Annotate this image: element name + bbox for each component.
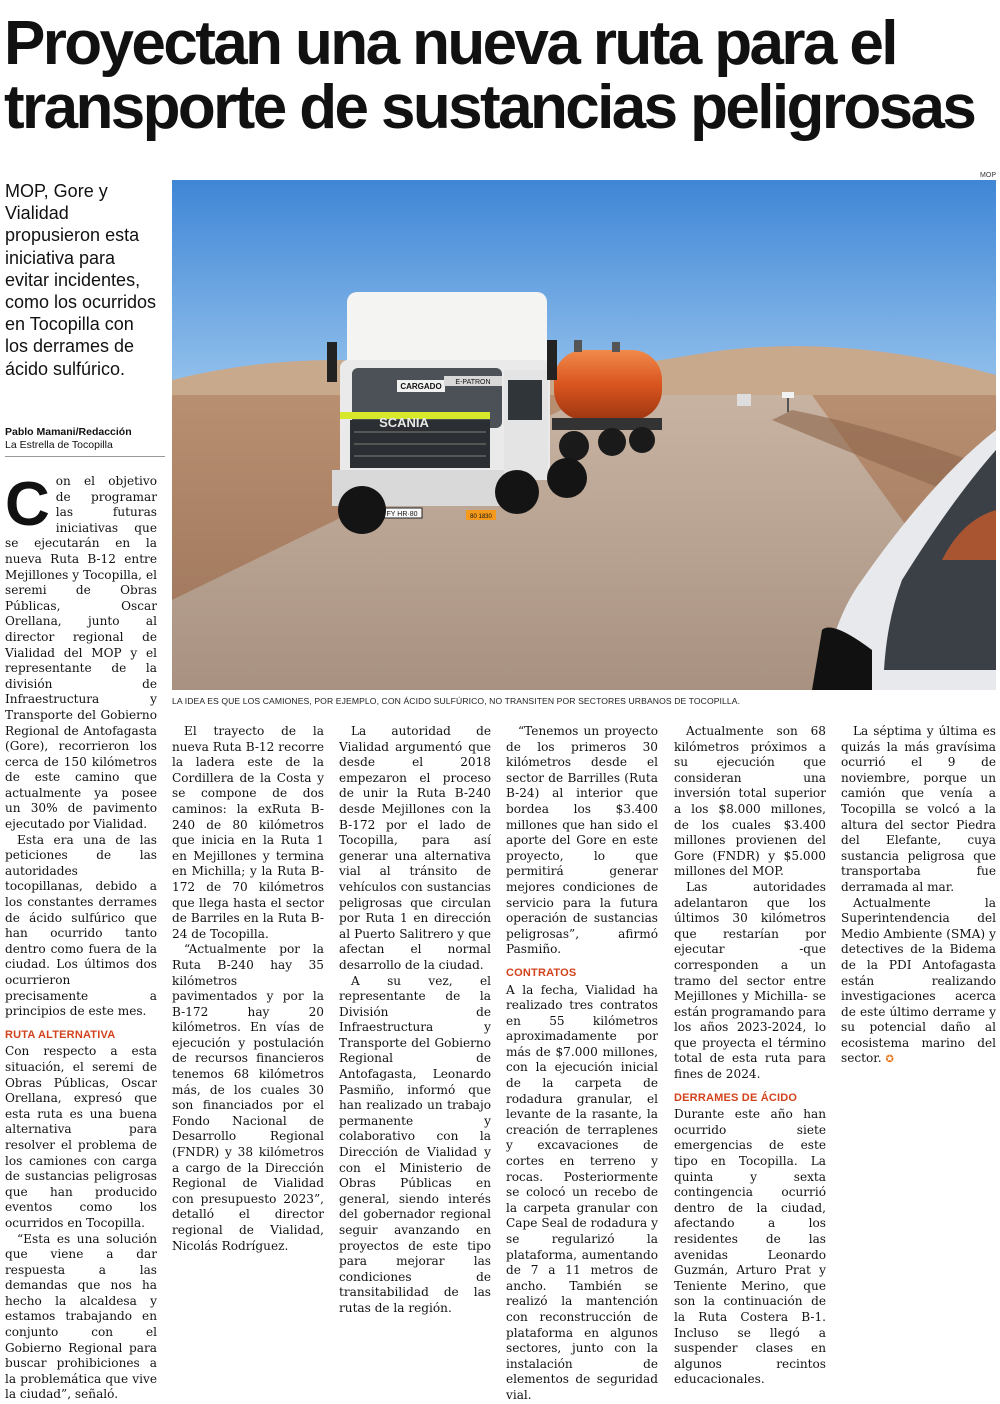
- tank-plate-text: E-PATRON: [455, 379, 491, 386]
- paragraph-10: A la fecha, Vialidad ha realizado tres contratos en 55 kilómetros aproximadamente por más de $7.000 millones, con la ejecución inicial de la carpeta de rodadura granular, el levante de la rasante, la creación de terraplenes y excavaciones de cortes en terreno y rocas. Posteriormente se colocó un recebo de la carpeta granular con Cape Seal de rodadura y se regularizó la plataforma, aumentando de 7 a 11 metros de ancho. También se realizó la mantención con reconstrucción de plataforma en algunos sectores, junto con la instalación de elementos de seguridad vial.: [506, 982, 658, 1402]
- article-column-2: [172, 724, 324, 1254]
- paragraph-1-text: on el objetivo de programar las futuras iniciativas que se ejecutarán en la nueva Ruta B-12 entre Mejillones y Tocopilla, el seremi de Obras Públicas, Oscar Orellana, junto al director regional de Vialidad del MOP y el representante de la división de Infraestructura y Transporte del Gobierno Regional de Antofagasta (Gore), recorrieron los cerca de 150 kilómetros de este camino que actualmente ya posee un 30% de pavimento ejecutado por Vialidad.: [5, 474, 157, 832]
- paragraph-12: Las autoridades adelantaron que los últimos 30 kilómetros que restarían por ejecutar -que corresponden a un tramo del sector entre Mejillones y Michilla- se están programando para los años 2023-2024, lo que proyecta el término total de esta ruta para fines de 2024.: [674, 879, 826, 1082]
- truck-desert-road-illustration: [172, 180, 996, 690]
- license-plate-text: FY HR·80: [386, 511, 418, 518]
- byline-outlet: La Estrella de Tocopilla: [5, 439, 113, 451]
- paragraph-14: La séptima y última es quizás la más gravísima ocurrió el 9 de noviembre, porque un camión que venía a Tocopilla se volcó a la altura del sector Piedra del Elefante, cuya sustancia peligrosa que transportaba fue derramada al mar.: [841, 724, 996, 894]
- byline: [5, 426, 165, 452]
- article-column-4: [506, 724, 658, 1404]
- paragraph-1: [5, 470, 157, 833]
- subhead-derrames-de-acido: DERRAMES DE ÁCIDO: [674, 1091, 798, 1104]
- byline-divider: [5, 456, 165, 457]
- paragraph-3: Con respecto a esta situación, el seremi de Obras Públicas, Oscar Orellana, expresó que esta ruta es una buena alternativa para resolver el problema de los camiones con carga de sustancias peligrosas que han producido eventos como los ocurridos en Tocopilla.: [5, 1044, 157, 1230]
- hazard-plate-text: 80 1830: [470, 514, 492, 520]
- photo-caption: LA IDEA ES QUE LOS CAMIONES, POR EJEMPLO, CON ÁCIDO SULFÚRICO, NO TRANSITEN POR SECTORES URBANOS DE TOCOPILLA.: [172, 696, 741, 706]
- paragraph-9: “Tenemos un proyecto de los primeros 30 kilómetros desde el sector de Barrilles (Ruta B-24) al interior que bordea los $3.400 millones que han sido el aporte del Gore en este proyecto, lo que permitirá generar mejores condiciones de servicio para la futura operación de sustancias peligrosas”, afirmó Pasmiño.: [506, 724, 658, 957]
- byline-author: Pablo Mamani/Redacción: [5, 426, 132, 438]
- subhead-contratos: CONTRATOS: [506, 966, 577, 979]
- subhead-ruta-alternativa: RUTA ALTERNATIVA: [5, 1028, 116, 1041]
- paragraph-7: La autoridad de Vialidad argumentó que desde el 2018 empezaron el proceso de unir la Ruta B-240 desde Mejillones con la B-172 por el lado de Tocopilla, para así generar una alternativa vial al tránsito de vehículos con sustancias peligrosas que circulan por Ruta 1 en dirección al Puerto Salitrero y que afectan el normal desarrollo de la ciudad.: [339, 724, 491, 972]
- paragraph-11: Actualmente son 68 kilómetros próximos a su ejecución que consideran una inversión total superior a los $8.000 millones, de los cuales $3.400 millones provienen del Gore (FNDR) y $5.000 millones del MOP.: [674, 724, 826, 879]
- deck-summary: MOP, Gore y Vialidad propusieron esta iniciativa para evitar incidentes, como los ocurridos en Tocopilla con los derrames de ácido sulfúrico.: [5, 181, 157, 379]
- paragraph-4: “Esta es una solución que viene a dar respuesta a las demandas que nos ha hecho la alcaldesa y estamos trabajando en conjunto con el Gobierno Regional para buscar prohibiciones a la problemática que vive la ciudad”, señaló.: [5, 1231, 157, 1402]
- article-column-3: [339, 724, 491, 1317]
- drop-cap: C: [5, 470, 50, 539]
- article-photo: [172, 180, 996, 690]
- end-mark-icon: ✪: [885, 1054, 894, 1066]
- photo-credit: MOP: [980, 172, 996, 179]
- article-column-1: [5, 470, 157, 1403]
- paragraph-5: El trayecto de la nueva Ruta B-12 recorre la ladera este de la Cordillera de la Costa y se compone de dos caminos: la exRuta B-240 de 80 kilómetros que inicia en la Ruta 1 en Mejillones y termina en Michilla; y la Ruta B-172 de 70 kilómetros que llega hasta el sector de Barriles en la Ruta B-24 de Tocopilla.: [172, 724, 324, 941]
- article-column-5: [674, 724, 826, 1388]
- paragraph-13: Durante este año han ocurrido siete emergencias de este tipo en Tocopilla. La quinta y sexta contingencia ocurrió dentro de la ciudad, afectando a los residentes de las avenidas Leonardo Guzmán, Arturo Prat y Teniente Merino, que son la continuación de la Ruta Costera B-1. Incluso se llegó a suspender clases en algunos recintos educacionales.: [674, 1107, 826, 1387]
- truck-brand-text: SCANIA: [379, 415, 429, 430]
- paragraph-6: “Actualmente por la Ruta B-240 hay 35 kilómetros pavimentados y por la B-172 hay 20 kilómetros. En vías de ejecución y postulación de recursos financieros tenemos 68 kilómetros más, de los cuales 30 son financiados por el Fondo Nacional de Desarrollo Regional (FNDR) y 38 kilómetros a cargo de la Dirección Regional de Vialidad con presupuesto 2023”, detalló el director regional de Vialidad, Nicolás Rodríguez.: [172, 942, 324, 1253]
- article-column-6: [841, 724, 996, 1068]
- paragraph-15: [841, 896, 996, 1069]
- truck-sign-text: CARGADO: [400, 382, 442, 391]
- paragraph-15-text: Actualmente la Superintendencia del Medio Ambiente (SMA) y detectives de la Bidema de la PDI Antofagasta están realizando investigaciones acerca de este último derrame y su potencial daño al ecosistema marino del sector.: [841, 895, 996, 1066]
- paragraph-8: A su vez, el representante de la División de Infraestructura y Transporte del Gobierno Regional de Antofagasta, Leonardo Pasmiño, informó que han realizado un trabajo permanente y colaborativo con la Dirección de Vialidad y con el Ministerio de Obras Públicas en general, siendo interés del gobernador regional seguir avanzando en proyectos de este tipo para mejorar las condiciones de transitabilidad de las rutas de la región.: [339, 973, 491, 1315]
- tanker-trailer: [552, 340, 662, 461]
- paragraph-2: Esta era una de las peticiones de las autoridades tocopillanas, debido a los constantes derrames de ácido sulfúrico que han ocurrido tanto dentro como fuera de la ciudad. Los últimos dos ocurrieron precisamente a principios de este mes.: [5, 832, 157, 1019]
- headline: Proyectan una nueva ruta para el transporte de sustancias peligrosas: [4, 9, 975, 142]
